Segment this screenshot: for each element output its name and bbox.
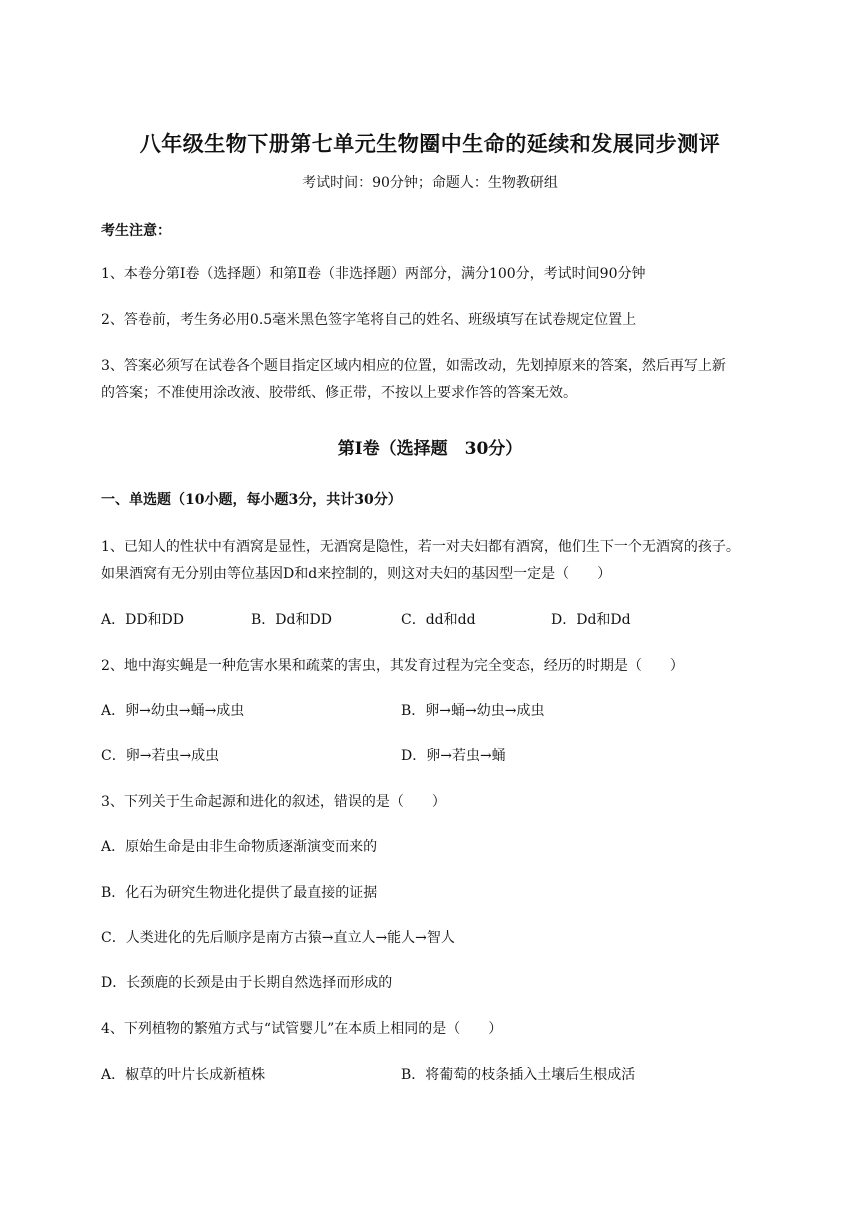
question-4-option-b: B．将葡萄的枝条插入土壤后生根成活 — [401, 1067, 636, 1083]
question-2-option-d: D．卵→若虫→蛹 — [401, 748, 506, 764]
exam-subtitle: 考试时间：90分钟；命题人：生物教研组 — [302, 175, 558, 191]
question-3-option-c: C．人类进化的先后顺序是南方古猿→直立人→能人→智人 — [101, 930, 455, 946]
question-3-option-b: B．化石为研究生物进化提供了最直接的证据 — [101, 885, 378, 901]
question-2-option-a: A．卵→幼虫→蛹→成虫 — [101, 703, 245, 719]
notice-item: 1、本卷分第Ⅰ卷（选择题）和第Ⅱ卷（非选择题）两部分，满分100分，考试时间90分钟 — [101, 266, 646, 282]
question-4-option-a: A．椒草的叶片长成新植株 — [101, 1067, 266, 1083]
question-2-option-c: C．卵→若虫→成虫 — [101, 748, 220, 764]
question-4-stem: 4、下列植物的繁殖方式与“试管婴儿”在本质上相同的是（ ） — [101, 1021, 503, 1037]
question-3-option-d: D．长颈鹿的长颈是由于长期自然选择而形成的 — [101, 975, 393, 991]
notice-heading: 考生注意： — [101, 223, 171, 239]
question-1-stem: 如果酒窝有无分别由等位基因D和d来控制的，则这对夫妇的基因型一定是（ ） — [101, 566, 612, 582]
page-title: 八年级生物下册第七单元生物圈中生命的延续和发展同步测评 — [139, 131, 721, 156]
question-3-stem: 3、下列关于生命起源和进化的叙述，错误的是（ ） — [101, 794, 446, 810]
question-2-option-b: B．卵→蛹→幼虫→成虫 — [401, 703, 545, 719]
notice-item: 3、答案必须写在试卷各个题目指定区域内相应的位置，如需改动，先划掉原来的答案，然后再写上新 — [101, 358, 726, 374]
part-title: 第Ⅰ卷（选择题 30分） — [337, 439, 523, 459]
notice-item: 的答案；不准使用涂改液、胶带纸、修正带，不按以上要求作答的答案无效。 — [101, 385, 577, 401]
question-1-option-d: D．Dd和Dd — [551, 612, 631, 628]
question-3-option-a: A．原始生命是由非生命物质逐渐演变而来的 — [101, 839, 378, 855]
notice-item: 2、答卷前，考生务必用0.5毫米黑色签字笔将自己的姓名、班级填写在试卷规定位置上 — [101, 312, 637, 328]
question-1-option-c: C．dd和dd — [401, 612, 476, 628]
question-1-stem: 1、已知人的性状中有酒窝是显性，无酒窝是隐性，若一对夫妇都有酒窝，他们生下一个无酒窝的孩子。 — [101, 539, 740, 555]
question-1-option-b: B．Dd和DD — [251, 612, 332, 628]
section-heading: 一、单选题（10小题，每小题3分，共计30分） — [101, 492, 402, 508]
question-1-option-a: A．DD和DD — [101, 612, 185, 628]
question-2-stem: 2、地中海实蝇是一种危害水果和疏菜的害虫，其发育过程为完全变态，经历的时期是（ ） — [101, 658, 684, 674]
